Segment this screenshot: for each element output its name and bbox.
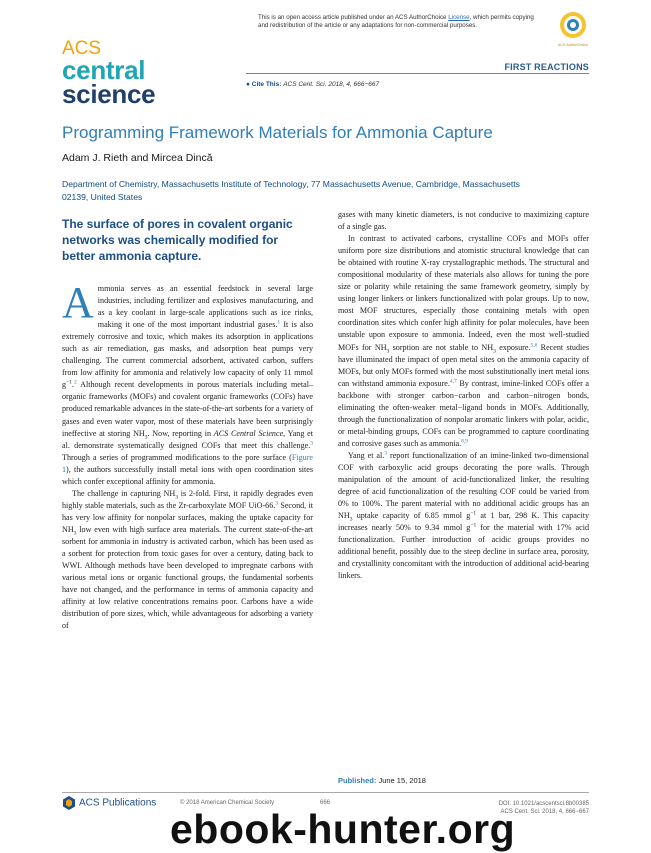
paragraph: gases with many kinetic diameters, is not conducive to maximizing capture of a single gas. — [338, 210, 589, 232]
oa-notice-text-end: , which permits copying and redistribution of the article or any adaptations for non-commercial purposes. — [258, 14, 534, 29]
affiliation: Department of Chemistry, Massachusetts Institute of Technology, 77 Massachusetts Avenue, Cambridge, Massachusetts 02139, United States — [62, 179, 520, 202]
citation-line: ACS Cent. Sci. 2018, 4, 666−667 — [500, 809, 589, 815]
publisher-logo[interactable] — [62, 796, 156, 810]
cite-line[interactable] — [246, 81, 379, 88]
paragraph: The challenge in capturing $NH_3$ is 2-fold. First, it rapidly degrades even highly stable materials, such as the Zr-carboxylate MOF UiO-66.$^3$ Second, it has very low affinity for nonpolar surfaces, making the uptake capacity for $NH_3$ low even with high surface area materials. The current state-of-the-art sorbent for ammonia in industry is activated carbon, which has been used as a sorbent for protection from toxic gases for over a century, dating back to WWI. Although methods have been developed to impregnate carbons with various metal ions or organic functional groups, the fundamental sorbents have not changed, and the performance in terms of ammonia capacity and affinity at low relative concentrations remains poor. Carbons have a wide distribution of pore sizes, which, while advantageous for adsorbing a variety of — [62, 488, 313, 631]
paragraph: Ammonia serves as an essential feedstock in several large industries, including fertilizer and explosives manufacturing, and as a key coolant in large-scale applications such as ice rinks, making it one of the most important industrial gases.$^1$ It is also extremely corrosive and toxic, which makes its adsorption in applications such as air remediation, gas masks, and adsorption heat pumps very challenging. The current commercial adsorbent, activated carbon, suffers from low affinity for ammonia and relatively low capacity of only 11 mmol $g^{-1}.^2$ Although recent developments in porous materials including metal–organic frameworks (MOFs) and covalent organic frameworks (COFs) have produced remarkable advances in the state-of-the-art sorbents for a variety of gases and even water vapor, most of these materials have been surprisingly ineffective at storing $NH_3$. Now, reporting in ACS Central Science, Yang et al. demonstrate systematically designed COFs that meet this challenge.$^3$ Through a series of programmed modifications to the pore surface (Figure 1), the authors successfully install metal ions with open coordination sites which confer exceptional affinity for ammonia. — [62, 278, 314, 486]
license-link[interactable]: License — [448, 14, 470, 21]
paragraph: In contrast to activated carbons, crystalline COFs and MOFs offer uniform pore size distributions and atomistic structural knowledge that can be obtained with routine X-ray crystallographic methods. The structural and compositional modularity of these materials also allows for tuning the pore size or polarity while retaining the same framework geometry, simply by using longer linkers or linkers functionalized with polar groups. Up to now, most MOF structures, especially those containing metals with open coordination sites which confer high affinity for polar molecules, have been unstable upon exposure to ammonia. Indeed, even the most well-studied MOFs for $NH_3$ sorption are not stable to $NH_3$ exposure.$^{5,6}$ Recent studies have illuminated the impact of open metal sites on the ammonia capacity of MOFs, but only MOFs formed with the most substitutionally inert metal ions can withstand ammonia exposure.$^{4,7}$ By contrast, imine-linked COFs offer a backbone with stronger carbon−carbon and carbon−nitrogen bonds, eliminating the often-weaker metal−ligand bonds in MOFs. Additionally, through the functionalization of nonpolar aromatic linkers with polar, acidic, or metal-binding groups, COFs can be programmed to capture coordinating and corrosive gases such as ammonia.$^{8,9}$ — [338, 234, 590, 448]
body-column-right — [338, 209, 589, 582]
published-value: June 15, 2018 — [378, 776, 426, 785]
badge-label: ACS AuthorChoice — [558, 43, 588, 47]
published-label: Published: — [338, 776, 377, 785]
logo-science: science — [62, 79, 156, 109]
logo-acs: ACS — [62, 38, 102, 59]
body-column-left — [62, 278, 314, 632]
oa-notice-text: This is an open access article published under an ACS AuthorChoice — [258, 14, 449, 21]
logo-central: central — [62, 55, 146, 85]
footer-rule — [62, 792, 589, 793]
open-access-notice — [258, 14, 543, 30]
article-title: Programming Framework Materials for Ammonia Capture — [62, 123, 493, 142]
section-label: FIRST REACTIONS — [504, 62, 589, 72]
author-list: Adam J. Rieth and Mircea Dincă — [62, 152, 213, 164]
cite-icon: ● — [246, 81, 250, 88]
authorchoice-badge[interactable] — [557, 10, 589, 50]
cite-label: Cite This: — [251, 81, 282, 88]
acs-hexagon-icon — [62, 796, 76, 810]
published-date — [338, 776, 426, 785]
drop-cap: A — [62, 278, 94, 327]
copyright-notice: © 2018 American Chemical Society — [180, 800, 275, 806]
doi-line: DOI: 10.1021/acscentsci.8b00385 — [498, 801, 589, 807]
publisher-name: ACS Publications — [79, 797, 157, 809]
watermark-text: ebook-hunter.org — [170, 806, 516, 852]
paragraph: Yang et al.$^3$ report functionalization of an imine-linked two-dimensional COF with carboxylic acid groups decorating the pore walls. Through manipulation of the amount of acid-functionalized linker, the resulting degree of acid functionalization of the resulting COF could be varied from 0% to 100%. The parent material with no additional acidic groups has an $NH_3$ uptake capacity of 6.85 mmol $g^{-1}$ at 1 bar, 298 K. This capacity increases nearly 50% to 9.34 mmol $g^{-1}$ for the material with 17% acid functionalization. Further introduction of acidic groups provides no additional benefit, possibly due to the steep decline in surface area, porosity, and crystallinity concomitant with the introduction of additional acid-bearing linkers. — [338, 450, 589, 581]
page-number: 666 — [320, 800, 331, 806]
journal-logo — [62, 38, 172, 109]
highlight-summary: The surface of pores in covalent organic networks was chemically modified for better ammonia capture. — [62, 217, 293, 263]
header-rule — [246, 73, 589, 74]
cite-text: ACS Cent. Sci. 2018, 4, 666−667 — [283, 81, 380, 88]
open-access-icon — [557, 10, 589, 50]
